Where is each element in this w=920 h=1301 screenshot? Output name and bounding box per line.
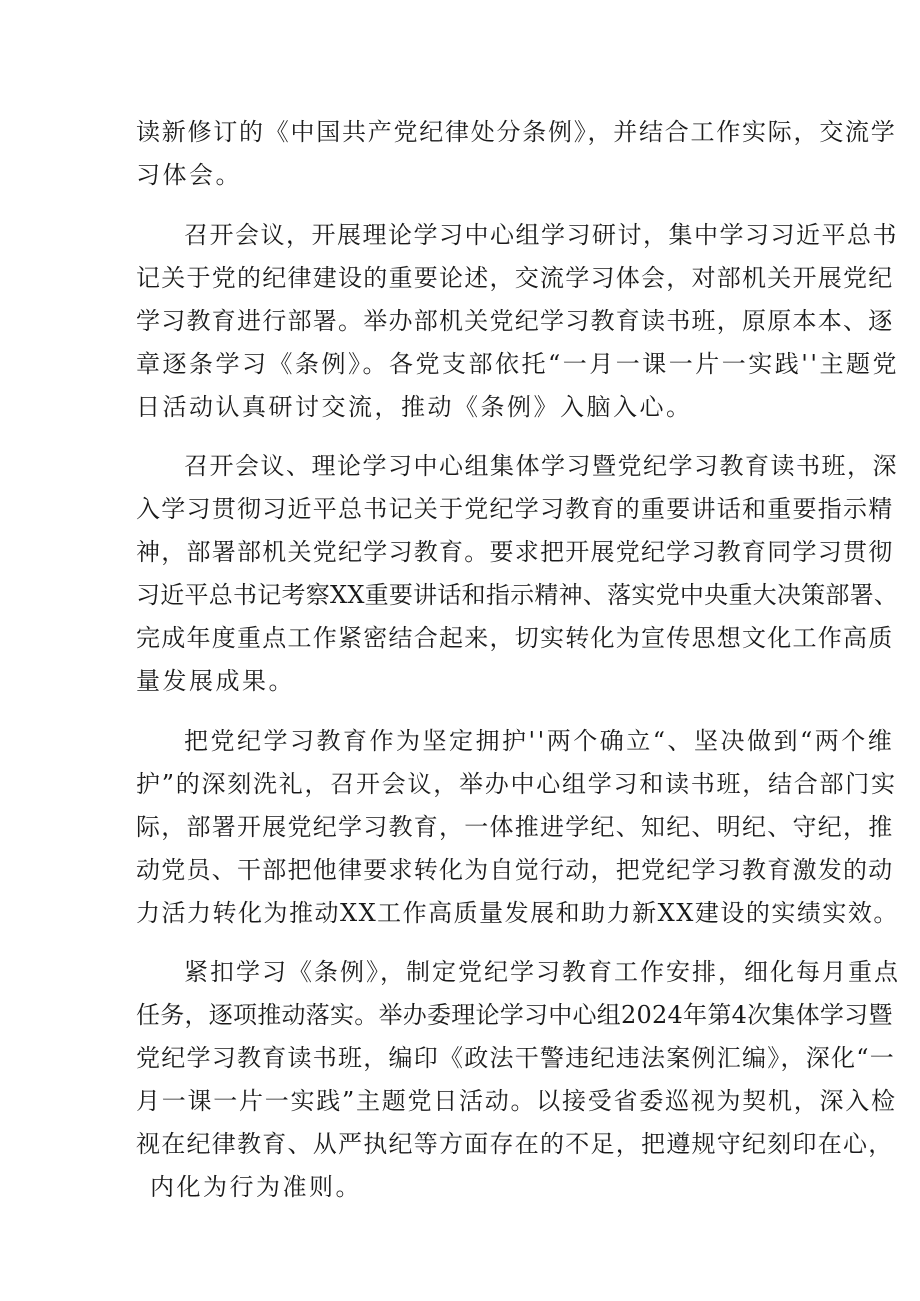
text-line: 章逐条学习《条例》。各党支部依托“一月一课一片一实践''主题党 [136, 350, 899, 378]
text-line: 把党纪学习教育作为坚定拥护''两个确立“、坚决做到“两个维 [184, 727, 895, 755]
text-line: 神，部署部机关党纪学习教育。要求把开展党纪学习教育同学习贯彻 [136, 538, 894, 566]
text-line: 读新修订的《中国共产党纪律处分条例》，并结合工作实际，交流学 [136, 118, 897, 146]
text-line: 召开会议，开展理论学习中心组学习研讨，集中学习习近平总书 [184, 221, 898, 249]
text-line: 入学习贯彻习近平总书记关于党纪学习教育的重要讲话和重要指示精 [136, 495, 894, 523]
text-line: 力活力转化为推动XX工作高质量发展和助力新XX建设的实绩实效。 [136, 899, 899, 927]
text-line: 任务，逐项推动落实。举办委理论学习中心组2024年第4次集体学习暨 [136, 1001, 893, 1029]
text-line: 习近平总书记考察XX重要讲话和指示精神、落实党中央重大决策部署、 [136, 581, 899, 609]
text-line: 视在纪律教育、从严执纪等方面存在的不足，把遵规守纪刻印在心， [136, 1130, 894, 1158]
text-line: 召开会议、理论学习中心组集体学习暨党纪学习教育读书班，深 [184, 452, 898, 480]
text-line: 动党员、干部把他律要求转化为自觉行动，把党纪学习教育激发的动 [136, 856, 894, 884]
text-line: 日活动认真研讨交流，推动《条例》入脑入心。 [136, 393, 693, 421]
text-line: 学习教育进行部署。举办部机关党纪学习教育读书班，原原本本、逐 [136, 307, 894, 335]
text-line: 完成年度重点工作紧密结合起来，切实转化为宣传思想文化工作高质 [136, 624, 894, 652]
text-line: 记关于党的纪律建设的重要论述，交流学习体会，对部机关开展党纪 [136, 264, 894, 292]
text-line: 党纪学习教育读书班，编印《政法干警违纪违法案例汇编》，深化“一 [136, 1044, 896, 1072]
text-line: 护”的深刻洗礼，召开会议，举办中心组学习和读书班，结合部门实 [136, 770, 897, 798]
text-line: 际，部署开展党纪学习教育，一体推进学纪、知纪、明纪、守纪，推 [136, 813, 894, 841]
text-line: 习体会。 [136, 161, 242, 189]
text-line: 紧扣学习《条例》，制定党纪学习教育工作安排，细化每月重点 [184, 958, 900, 986]
text-line: 月一课一片一实践”主题党日活动。以接受省委巡视为契机，深入检 [136, 1087, 897, 1115]
text-line: 量发展成果。 [136, 667, 295, 695]
text-line: 内化为行为准则。 [150, 1173, 362, 1201]
